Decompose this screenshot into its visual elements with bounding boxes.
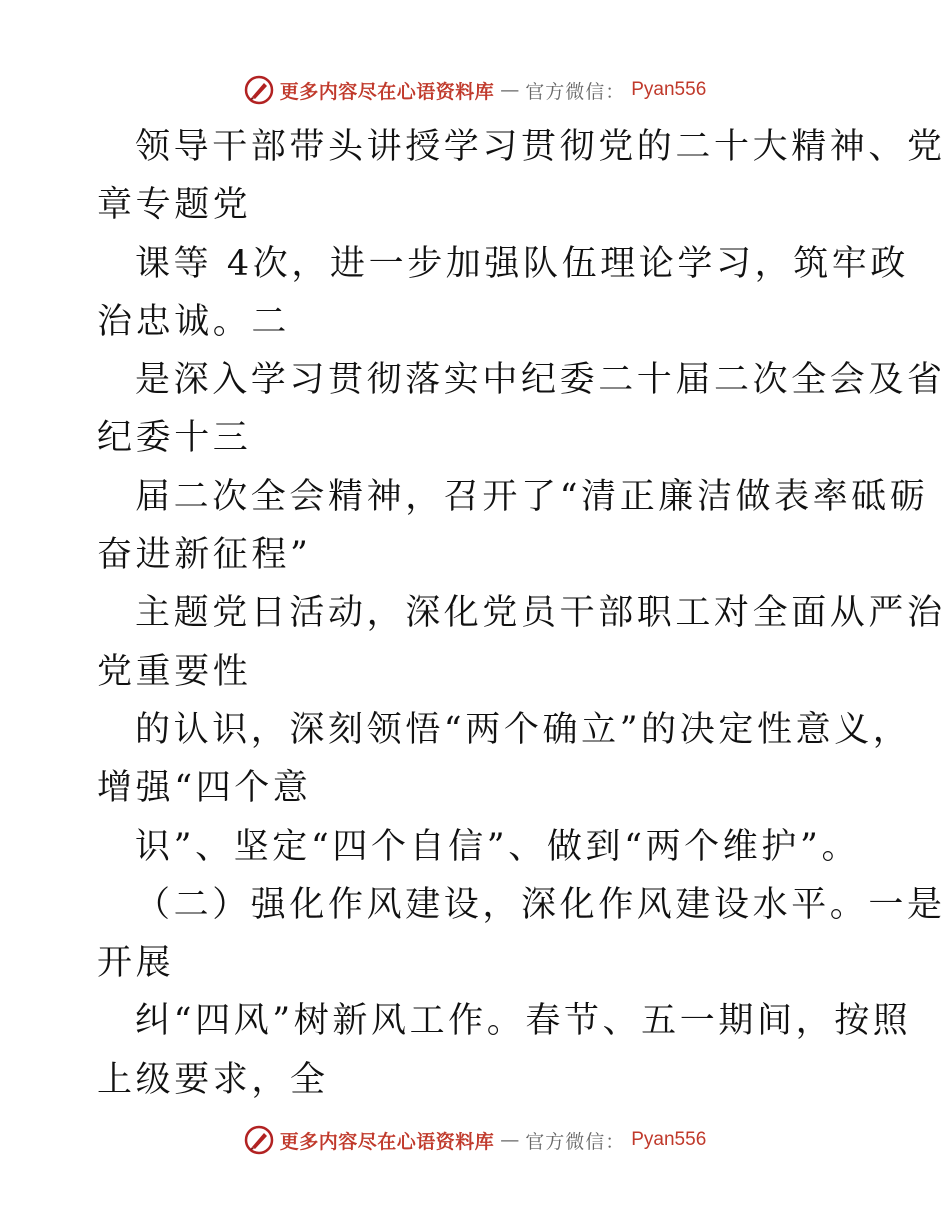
text-line: 课等 4次，进一步加强队伍理论学习，筑牢政 (135, 243, 909, 284)
banner-wechat-handle: Pyan556 (631, 79, 707, 100)
text-line: （二）强化作风建设，深化作风建设水平。一是 (135, 884, 946, 925)
text-line: 开展 (97, 943, 175, 984)
text-line: 上级要求，全 (97, 1059, 329, 1100)
banner-wechat-handle: Pyan556 (631, 1129, 707, 1150)
text-line: 识”、坚定“四个自信”、做到“两个维护”。 (135, 826, 861, 867)
text-line: 纪委十三 (97, 418, 252, 459)
banner-wechat-label: 官方微信： (525, 80, 626, 103)
text-line: 是深入学习贯彻落实中纪委二十届二次全会及省 (135, 360, 946, 401)
text-line: 主题党日活动，深化党员干部职工对全面从严治 (135, 593, 946, 634)
pen-logo-icon (244, 1125, 274, 1155)
banner-separator: — (500, 1129, 520, 1151)
banner-title: 更多内容尽在心语资料库 (279, 80, 495, 103)
footer-banner (0, 1120, 950, 1160)
banner-separator: — (500, 79, 520, 101)
text-line: 增强“四个意 (97, 768, 312, 809)
document-body (97, 118, 946, 1109)
text-line: 党重要性 (97, 651, 252, 692)
text-line: 治忠诚。二 (97, 301, 291, 342)
text-line: 章专题党 (97, 185, 252, 226)
text-line: 届二次全会精神，召开了“清正廉洁做表率砥砺 (135, 476, 929, 517)
banner-wechat-label: 官方微信： (525, 1130, 626, 1153)
banner-title: 更多内容尽在心语资料库 (279, 1130, 495, 1153)
header-banner (0, 70, 950, 110)
text-line: 的认识，深刻领悟“两个确立”的决定性意义， (135, 709, 912, 750)
pen-logo-icon (244, 75, 274, 105)
text-line: 奋进新征程” (97, 535, 312, 576)
text-line: 纠“四风”树新风工作。春节、五一期间，按照 (135, 1001, 912, 1042)
text-line: 领导干部带头讲授学习贯彻党的二十大精神、党 (135, 127, 946, 167)
